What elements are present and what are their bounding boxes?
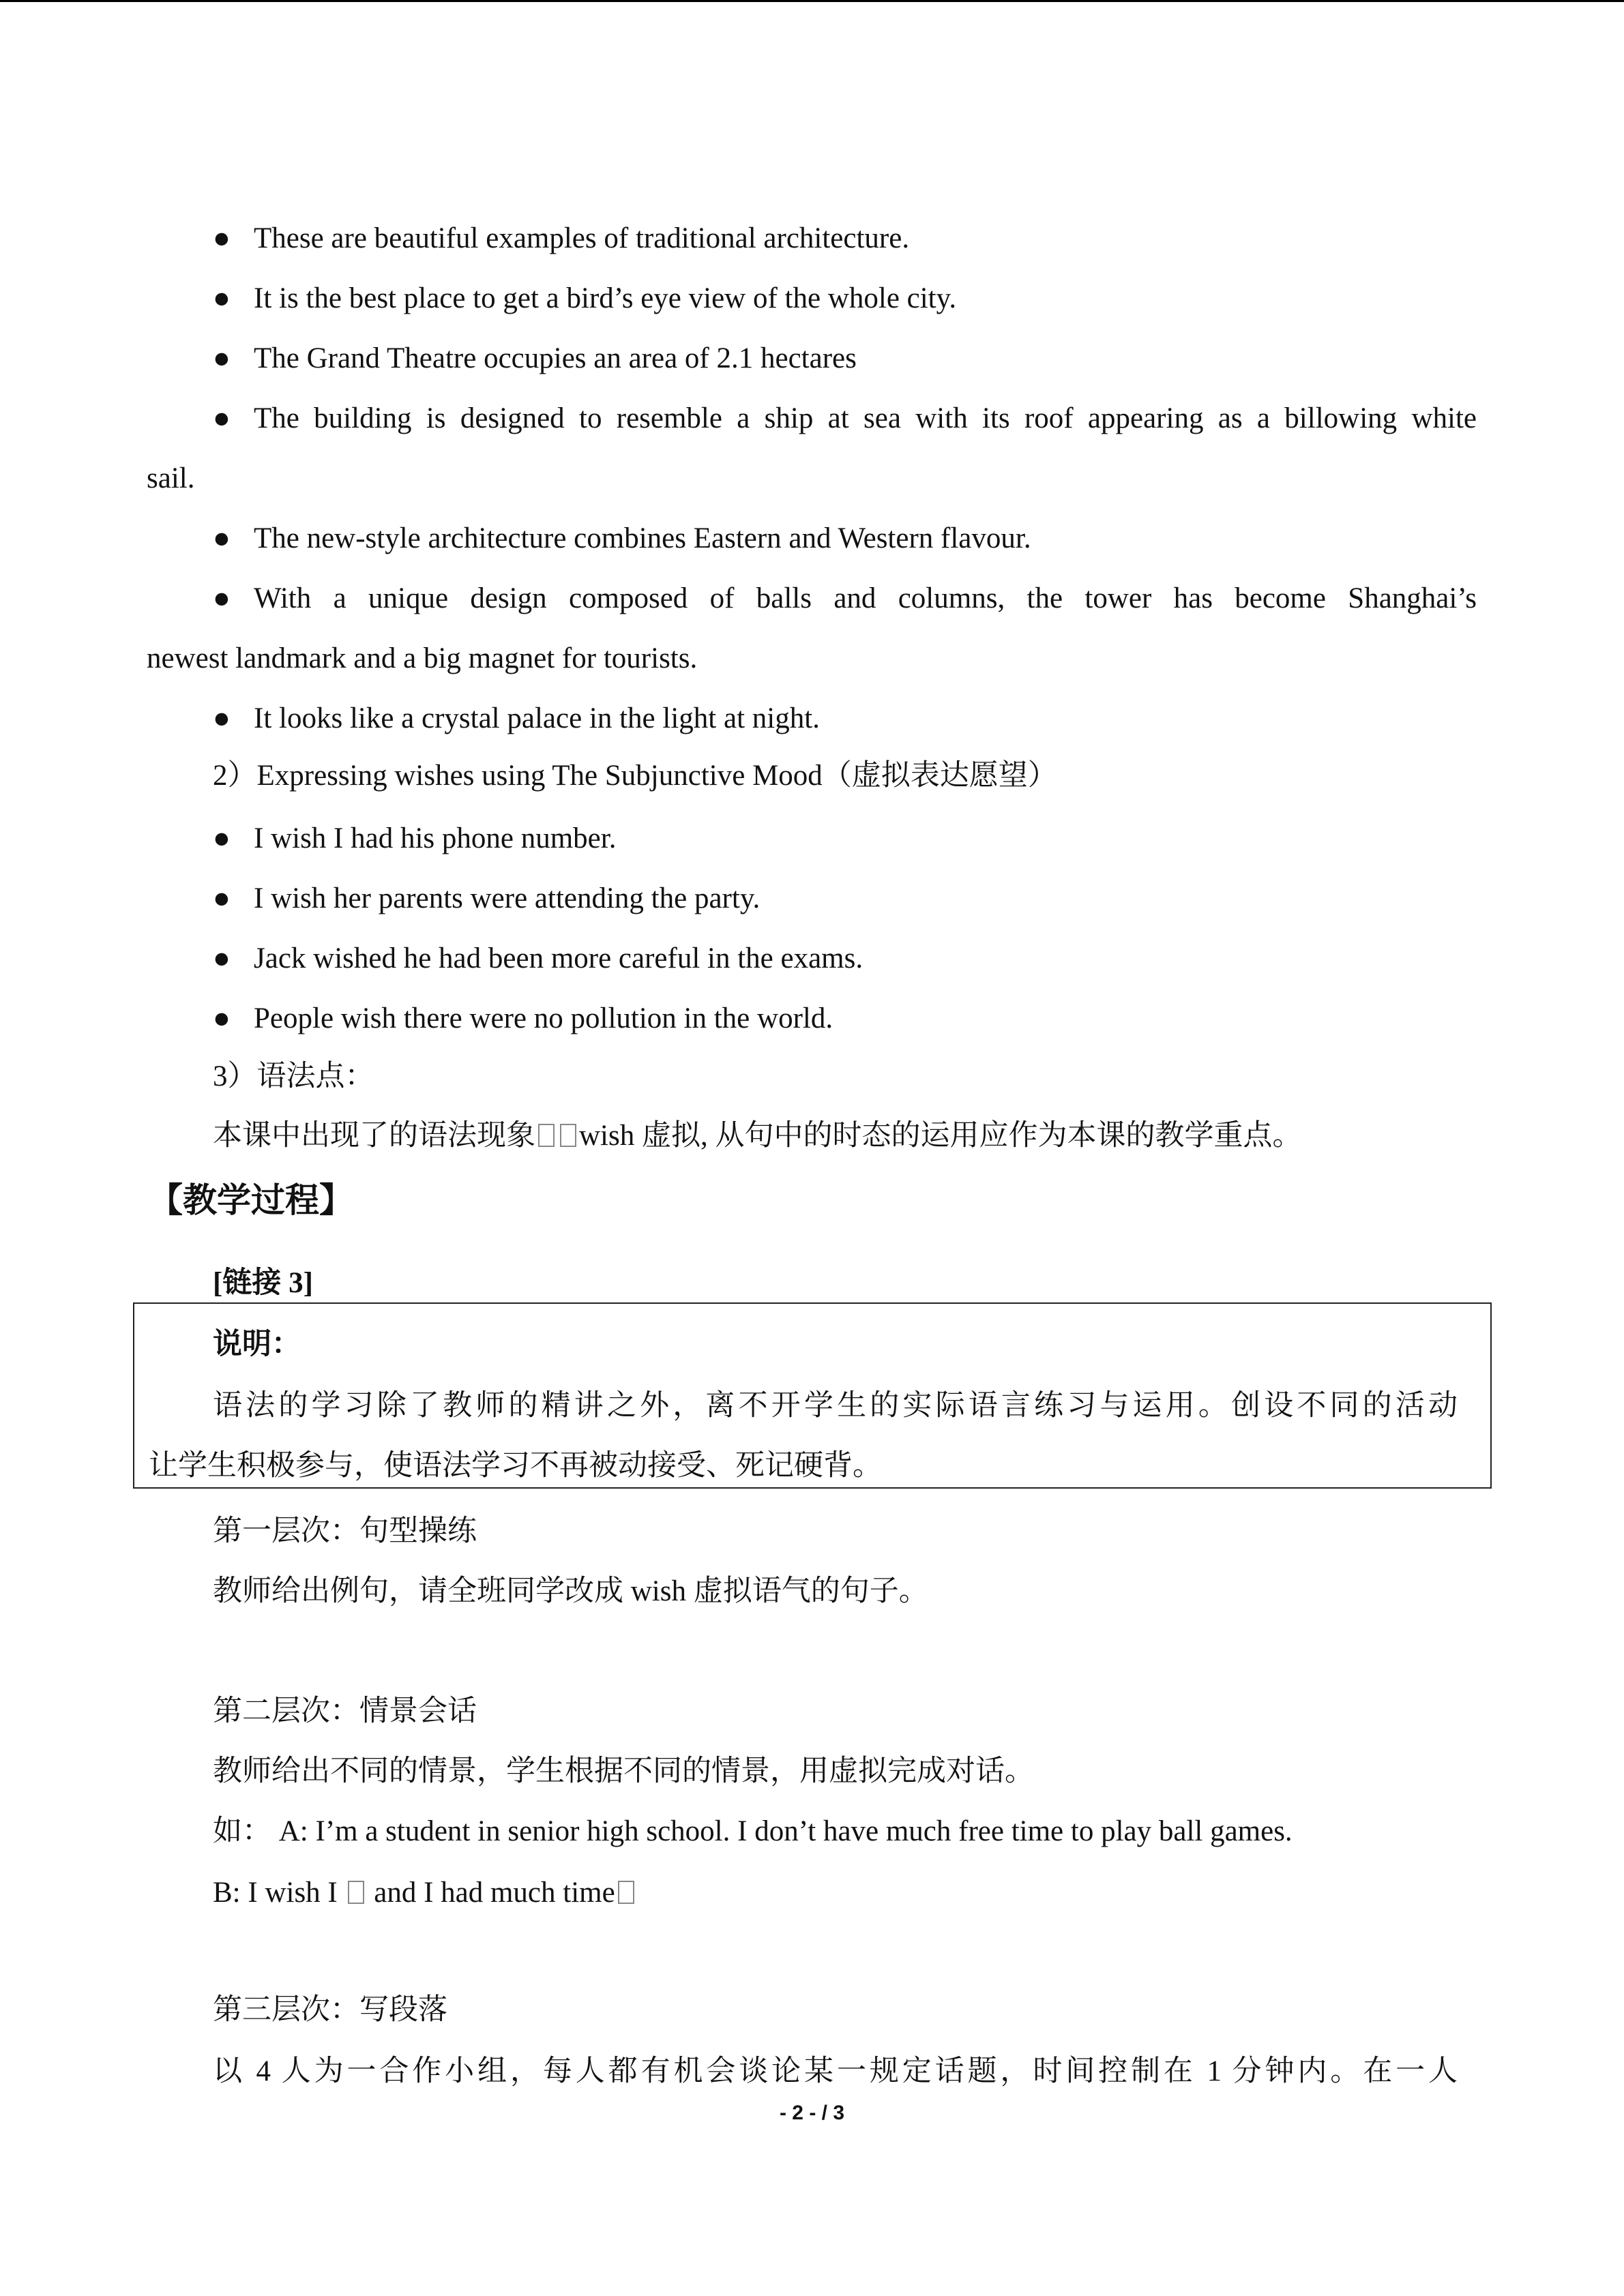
grammar-point-text-part: 本课中出现了的语法现象 (213, 1120, 535, 1152)
bullet-text: People wish there were no pollution in the world. (254, 1002, 833, 1034)
level-title: 第二层次：情景会话 (213, 1695, 477, 1727)
dialogue-example-b-part: and I had much time (374, 1877, 615, 1909)
section-title: 2）Expressing wishes using The Subjunctive Mood（虚拟表达愿望） (213, 760, 1057, 792)
bullet-icon: ● (213, 342, 231, 374)
dialogue-example-b (213, 1874, 637, 1912)
bullet-text: I wish her parents were attending the party. (254, 882, 761, 914)
bullet-text: Jack wished he had been more careful in the exams. (254, 942, 863, 974)
bullet-text: It looks like a crystal palace in the light at night. (254, 702, 820, 734)
missing-glyph-box (538, 1124, 555, 1147)
bullet-text: The building is designed to resemble a ship at sea with its roof appearing as a billowing white (254, 402, 1477, 434)
bullet-text: These are beautiful examples of traditional architecture. (254, 222, 910, 254)
level-title: 第三层次：写段落 (213, 1994, 447, 2026)
bullet-text: It is the best place to get a bird’s eye view of the whole city. (254, 282, 957, 314)
level-text: 教师给出例句，请全班同学改成 wish 虚拟语气的句子。 (213, 1575, 928, 1607)
level-title: 第一层次：句型操练 (213, 1515, 477, 1547)
dialogue-example-a: 如： A: I’m a student in senior high school. I don’t have much free time to play ball games. (213, 1815, 1293, 1847)
bullet-icon: ● (213, 822, 231, 854)
dialogue-example-b-part: B: I wish I (213, 1877, 338, 1909)
bullet-icon: ● (213, 222, 231, 254)
bullet-icon: ● (213, 1002, 231, 1034)
bullet-continuation: newest landmark and a big magnet for tourists. (147, 642, 698, 674)
bullet-icon: ● (213, 522, 231, 554)
level-text: 教师给出不同的情景，学生根据不同的情景，用虚拟完成对话。 (213, 1755, 1034, 1787)
bullet-icon: ● (213, 582, 231, 614)
note-text: 让学生积极参与，使语法学习不再被动接受、死记硬背。 (149, 1450, 882, 1482)
missing-glyph-box (348, 1881, 364, 1904)
section-title: 3）语法点： (213, 1060, 374, 1092)
grammar-point-text-part: wish 虚拟, 从句中的时态的运用应作为本课的教学重点。 (579, 1120, 1302, 1152)
link-reference: [链接 3] (213, 1267, 313, 1299)
grammar-point-text (213, 1117, 1301, 1155)
note-text: 语法的学习除了教师的精讲之外，离不开学生的实际语言练习与运用。创设不同的活动 (213, 1390, 1458, 1422)
bullet-icon: ● (213, 882, 231, 914)
bullet-text: I wish I had his phone number. (254, 822, 617, 854)
level-text: 以 4 人为一合作小组，每人都有机会谈论某一规定话题，时间控制在 1 分钟内。在一人 (213, 2055, 1458, 2087)
teaching-process-heading: 【教学过程】 (149, 1180, 353, 1220)
note-title: 说明： (213, 1328, 301, 1360)
bullet-continuation: sail. (147, 462, 195, 494)
bullet-icon: ● (213, 402, 231, 434)
bullet-icon: ● (213, 702, 231, 734)
bullet-icon: ● (213, 942, 231, 974)
bullet-text: The new-style architecture combines Eastern and Western flavour. (254, 522, 1031, 554)
bullet-text: The Grand Theatre occupies an area of 2.1 hectares (254, 342, 857, 374)
bullet-text: With a unique design composed of balls and columns, the tower has become Shanghai’s (254, 582, 1477, 614)
page-number: - 2 - / 3 (779, 2102, 845, 2124)
missing-glyph-box (618, 1881, 634, 1904)
bullet-icon: ● (213, 282, 231, 314)
missing-glyph-box (560, 1124, 576, 1147)
